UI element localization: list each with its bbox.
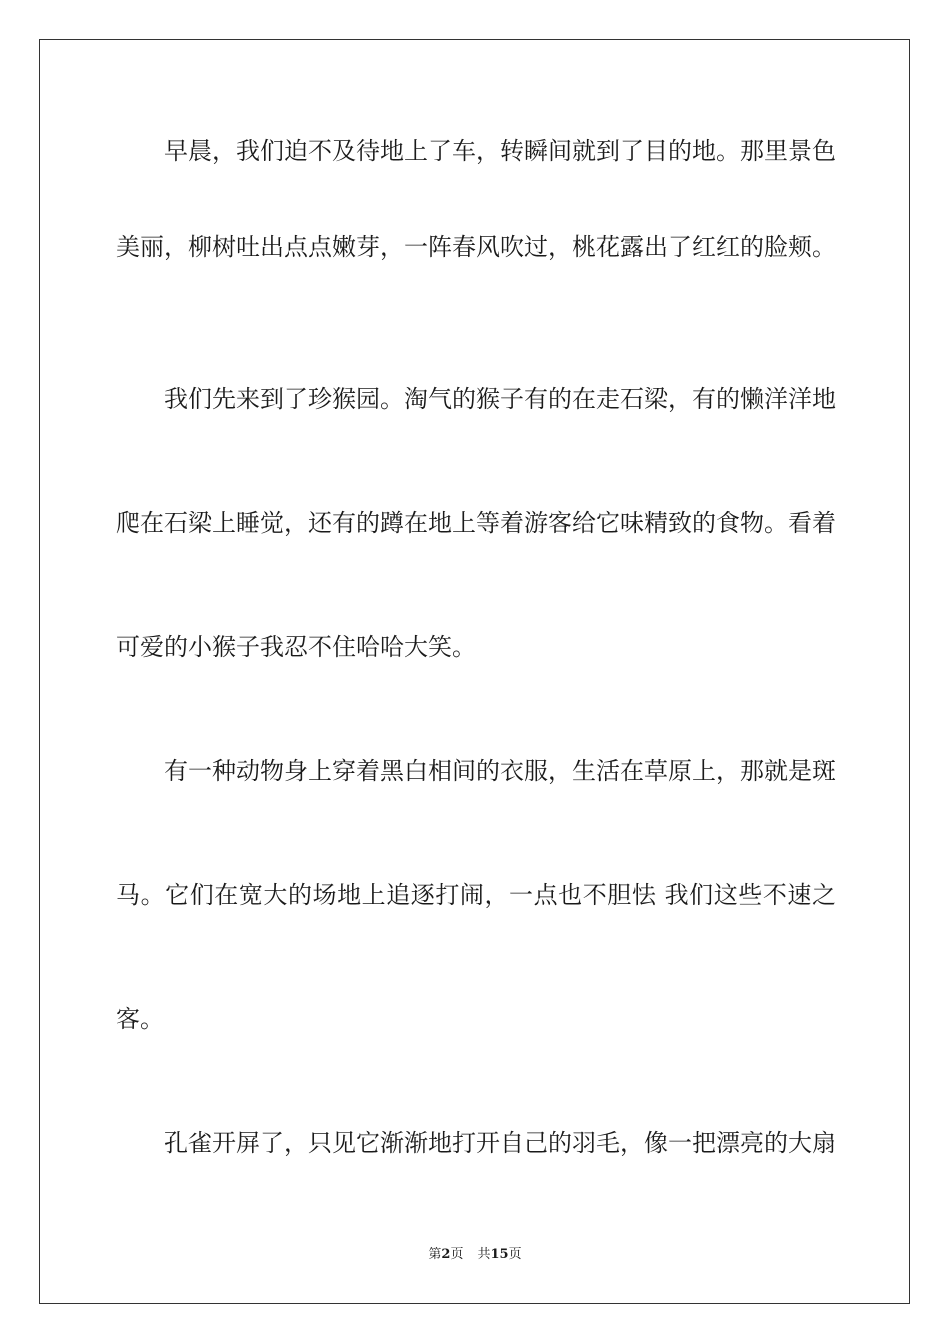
text-line-1: 早晨，我们迫不及待地上了车，转瞬间就到了目的地。那里景色 [164, 137, 836, 165]
text-line-2: 美丽，柳树吐出点点嫩芽，一阵春风吹过，桃花露出了红红的脸颊。 [116, 233, 836, 261]
total-pages: 15 [490, 1247, 509, 1262]
text-line-6: 有一种动物身上穿着黑白相间的衣服，生活在草原上，那就是斑 [164, 757, 836, 785]
text-line-9: 孔雀开屏了，只见它渐渐地打开自己的羽毛，像一把漂亮的大扇 [164, 1129, 836, 1157]
total-prefix: 共 [477, 1247, 491, 1262]
text-line-5: 可爱的小猴子我忍不住哈哈大笑。 [116, 633, 476, 661]
page-number: 2 [441, 1247, 451, 1262]
page-suffix: 页 [450, 1247, 464, 1262]
page-footer [0, 1246, 950, 1264]
page-prefix: 第 [428, 1247, 442, 1262]
page-border [39, 39, 910, 1304]
text-line-8: 客。 [116, 1005, 164, 1033]
text-line-7: 马。它们在宽大的场地上追逐打闹，一点也不胆怯 我们这些不速之 [116, 881, 836, 909]
text-line-4: 爬在石梁上睡觉，还有的蹲在地上等着游客给它味精致的食物。看着 [116, 509, 836, 537]
total-suffix: 页 [508, 1247, 522, 1262]
text-line-3: 我们先来到了珍猴园。淘气的猴子有的在走石梁，有的懒洋洋地 [164, 385, 836, 413]
